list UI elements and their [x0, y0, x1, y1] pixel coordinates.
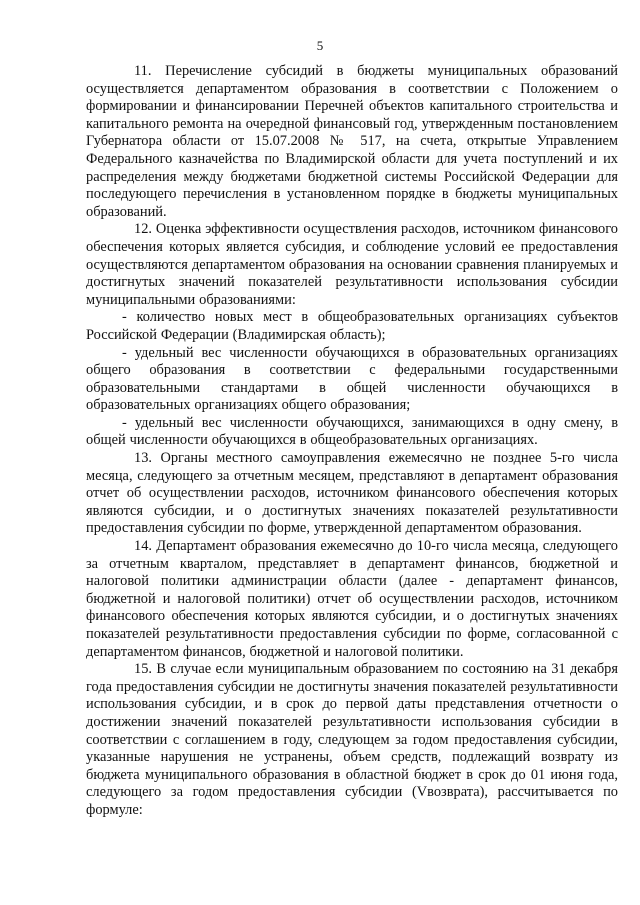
page-number: 5	[316, 38, 324, 53]
document-body	[86, 63, 618, 820]
paragraph-15: 15. В случае если муниципальным образованием по состоянию на 31 декабря года предоставления субсидии не достигнуты значения показателей результативности использования субсидии, и в срок до первой даты представления отчетности о достижении значений показателей результативности использования субсидии в соответствии с соглашением в году, следующем за годом предоставления субсидии, указанные нарушения не устранены, объем средств, подлежащий возврату из бюджета муниципального образования в областной бюджет в срок до 01 июня года, следующего за годом предоставления субсидии (Vвозврата), рассчитывается по формуле:	[86, 661, 618, 818]
paragraph-11: 11. Перечисление субсидий в бюджеты муниципальных образований осуществляется департаментом образования в соответствии с Положением о формировании и финансировании Перечней объектов капитального строительства и капитального ремонта на очередной финансовый год, утвержденным постановлением Губернатора области от 15.07.2008 № 517, на счета, открытые Управлением Федерального казначейства по Владимирской области для учета поступлений и их распределения между бюджетами бюджетной системы Российской Федерации для последующего перечисления в установленном порядке в бюджеты муниципальных образований.	[86, 63, 618, 220]
paragraph-13: 13. Органы местного самоуправления ежемесячно не позднее 5-го числа месяца, следующего за отчетным месяцем, представляют в департамент образования отчет об осуществлении расходов, источником финансового обеспечения которых являются субсидии, и о достигнутых значениях показателей результативности предоставления субсидии по форме, утвержденной департаментом образования.	[86, 450, 618, 537]
list-item-fgos-share: - удельный вес численности обучающихся в образовательных организациях общего образования в соответствии с федеральными государственными образовательными стандартами в общей численности обучающихся в образовательных организациях общего образования;	[86, 344, 618, 414]
list-item-one-shift-share: - удельный вес численности обучающихся, занимающихся в одну смену, в общей численности обучающихся в общеобразовательных организациях.	[86, 414, 618, 449]
list-item-new-places: - количество новых мест в общеобразовательных организациях субъектов Российской Федерации (Владимирская область);	[86, 309, 618, 343]
paragraph-12: 12. Оценка эффективности осуществления расходов, источником финансового обеспечения которых является субсидия, и соблюдение условий ее предоставления осуществляются департаментом образования на основании сравнения планируемых и достигнутых значений показателей результативности использования субсидии муниципальными образованиями:	[86, 221, 618, 308]
paragraph-14: 14. Департамент образования ежемесячно до 10-го числа месяца, следующего за отчетным кварталом, представляет в департамент финансов, бюджетной и налоговой политики администрации области (далее - департамент финансов, бюджетной и налоговой политики) отчет об осуществлении расходов, источником финансового обеспечения которых являются субсидии, и о достигнутых значениях показателей результативности предоставления субсидии по форме, согласованной с департаментом финансов, бюджетной и налоговой политики.	[86, 538, 618, 660]
